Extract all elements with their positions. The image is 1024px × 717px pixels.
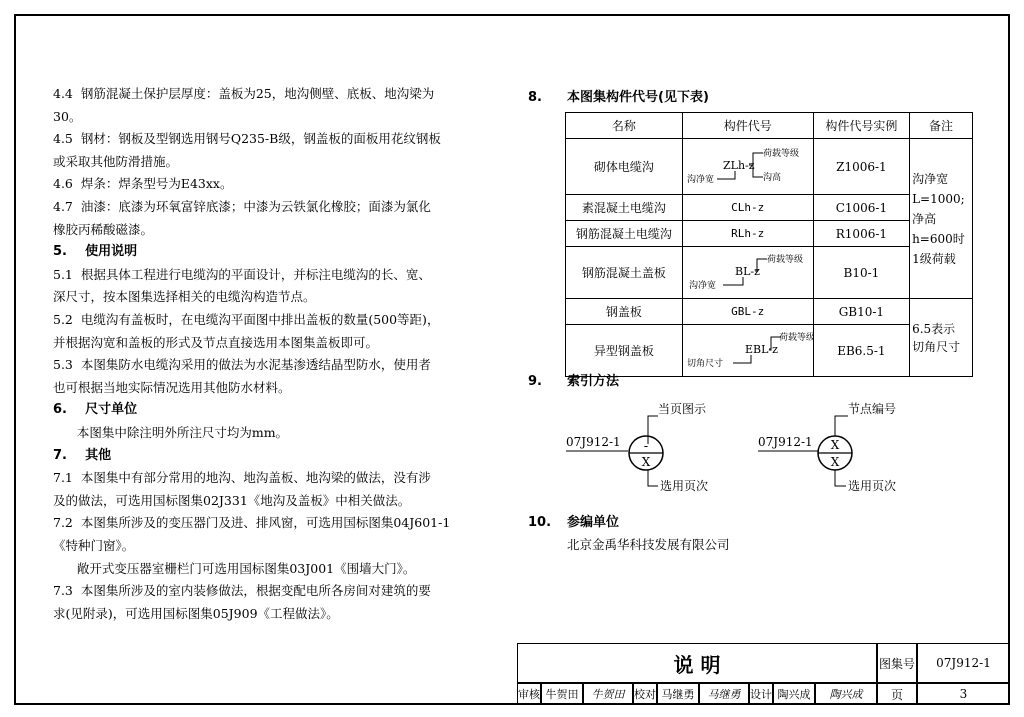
text-line: 及的做法，可选用国标图集02J331《地沟及盖板》中相关做法。 [53, 492, 411, 508]
row-code: CLh-z [682, 195, 813, 221]
anno-width: 沟净宽 [688, 281, 716, 291]
text-line: 7.3 本图集所涉及的室内装修做法，根据变配电所各房间对建筑的要 [53, 583, 431, 599]
remark-line: L=1000; [912, 191, 965, 206]
anno-load: 荷载等级 [766, 255, 803, 265]
remark-cell-1 [910, 139, 973, 299]
text-line: 敞开式变压器室栅栏门可选用国标图集03J001《围墙大门》。 [53, 560, 416, 576]
text-line: 4.6 焊条：焊条型号为E43xx。 [53, 176, 233, 192]
text-line: 5.1 根据具体工程进行电缆沟的平面设计，并标注电缆沟的长、宽、 [53, 266, 431, 282]
row-name: 钢筋混凝土盖板 [566, 247, 683, 299]
index-symbol-current-page [566, 401, 708, 493]
header-example: 构件代号实例 [813, 113, 909, 139]
section8-title: 本图集构件代号(见下表) [567, 90, 709, 105]
anno-height: 沟高 [762, 173, 781, 183]
code-annotation-diagram [683, 247, 813, 295]
company-name: 北京金禹华科技发展有限公司 [567, 537, 730, 552]
code-text: ZLh-z [722, 159, 755, 172]
section-heading: 6. 尺寸单位 [53, 402, 138, 418]
reviewer-name: 牛贺田 [541, 683, 583, 705]
code-diagram-cell [682, 247, 813, 299]
section9-number: 9. [528, 374, 542, 389]
anno-cut: 切角尺寸 [686, 359, 723, 369]
text-line: 本图集中除注明外所注尺寸均为mm。 [53, 425, 289, 440]
text-line: 5.2 电缆沟有盖板时，在电缆沟平面图中排出盖板的数量(500等距)， [53, 312, 440, 327]
atlas-no-value: 07J912-1 [917, 643, 1010, 683]
code-annotation-diagram [683, 325, 813, 373]
section9-title: 索引方法 [567, 374, 620, 389]
ref-number: 07J912-1 [758, 435, 813, 449]
remark-line: 切角尺寸 [912, 339, 961, 354]
text-line: 4.4 钢筋混凝土保护层厚度：盖板为25，地沟侧壁、底板、地沟梁为 [53, 86, 435, 101]
reviewer-signature: 牛贺田 [583, 683, 633, 705]
table-row [566, 299, 973, 325]
section-heading: 5. 使用说明 [53, 244, 138, 260]
design-label: 设计 [749, 683, 773, 705]
row-example: GB10-1 [813, 299, 909, 325]
text-line: 深尺寸，按本图集选择相关的电缆沟构造节点。 [53, 289, 316, 305]
label-current-page: 当页图示 [658, 402, 707, 416]
label-page-used: 选用页次 [848, 479, 897, 493]
section8-number: 8. [528, 90, 542, 105]
text-line: 也可根据当地实际情况选用其他防水材料。 [53, 379, 291, 395]
row-name: 钢盖板 [566, 299, 683, 325]
page-label: 页 [877, 683, 917, 705]
remark-cell-2 [910, 299, 973, 377]
symbol-top: - [643, 439, 649, 454]
row-name: 素混凝土电缆沟 [566, 195, 683, 221]
symbol-bottom: X [641, 455, 651, 469]
section-heading: 7. 其他 [53, 447, 112, 463]
remark-line: 净高 [912, 211, 937, 226]
anno-width: 沟净宽 [686, 175, 714, 185]
check-label: 校对 [633, 683, 657, 705]
code-diagram-cell [682, 325, 813, 377]
symbol-top: X [830, 438, 840, 452]
remark-line: h=600时 [912, 231, 965, 246]
index-symbol-node-number [758, 401, 896, 493]
label-page-used: 选用页次 [660, 479, 709, 493]
designer-name: 陶兴成 [773, 683, 815, 705]
text-line: 或采取其他防滑措施。 [53, 153, 179, 169]
text-line: 求(见附录)，可选用国标图集05J909《工程做法》。 [53, 605, 339, 621]
code-annotation-diagram [683, 139, 813, 191]
symbol-bottom: X [830, 455, 840, 469]
text-line: 《特种门窗》。 [53, 538, 135, 553]
row-example: R1006-1 [813, 221, 909, 247]
component-code-table [565, 112, 973, 377]
header-code: 构件代号 [682, 113, 813, 139]
checker-name: 马继勇 [657, 683, 699, 705]
review-label: 审核 [517, 683, 541, 705]
text-line: 4.7 油漆：底漆为环氧富锌底漆；中漆为云铁氯化橡胶；面漆为氯化 [53, 199, 431, 214]
header-name: 名称 [566, 113, 683, 139]
section10-number: 10. [528, 515, 552, 530]
anno-load: 荷载等级 [778, 333, 813, 343]
section10-title: 参编单位 [567, 515, 620, 530]
text-line: 4.5 钢材：钢板及型钢选用钢号Q235-B级，钢盖板的面板用花纹钢板 [53, 131, 441, 147]
row-name: 砌体电缆沟 [566, 139, 683, 195]
code-diagram-cell [682, 139, 813, 195]
checker-signature: 马继勇 [699, 683, 749, 705]
text-line: 30。 [53, 108, 82, 124]
row-example: Z1006-1 [813, 139, 909, 195]
code-text: EBL-z [744, 343, 778, 356]
remark-line: 6.5表示 [912, 321, 956, 336]
drawing-title: 说 明 [517, 643, 877, 683]
row-name: 钢筋混凝土电缆沟 [566, 221, 683, 247]
anno-load: 荷载等级 [762, 149, 799, 159]
text-line: 7.2 本图集所涉及的变压器门及进、排风窗，可选用国标图集04J601-1 [53, 515, 451, 531]
page-number: 3 [917, 683, 1010, 705]
table-row [566, 139, 973, 195]
row-example: B10-1 [813, 247, 909, 299]
title-block [517, 643, 1010, 705]
label-node-number: 节点编号 [848, 402, 897, 416]
remark-line: 沟净宽 [912, 171, 949, 186]
code-text: BL-z [734, 265, 760, 278]
atlas-no-label: 图集号 [877, 643, 917, 683]
index-method-diagram [530, 398, 990, 502]
text-line: 并根据沟宽和盖板的形式及节点直接选用本图集盖板即可。 [53, 334, 379, 350]
ref-number: 07J912-1 [566, 435, 621, 449]
text-line: 7.1 本图集中有部分常用的地沟、地沟盖板、地沟梁的做法，没有涉 [53, 470, 431, 486]
row-example: EB6.5-1 [813, 325, 909, 377]
row-code: GBL-z [682, 299, 813, 325]
text-line: 5.3 本图集防水电缆沟采用的做法为水泥基渗透结晶型防水，使用者 [53, 357, 431, 373]
row-name: 异型钢盖板 [566, 325, 683, 377]
row-code: RLh-z [682, 221, 813, 247]
row-example: C1006-1 [813, 195, 909, 221]
designer-signature: 陶兴成 [815, 683, 877, 705]
text-line: 橡胶丙稀酸磁漆。 [53, 221, 154, 237]
table-header-row [566, 113, 973, 139]
header-remark: 备注 [910, 113, 973, 139]
remark-line: 1级荷载 [912, 251, 956, 266]
